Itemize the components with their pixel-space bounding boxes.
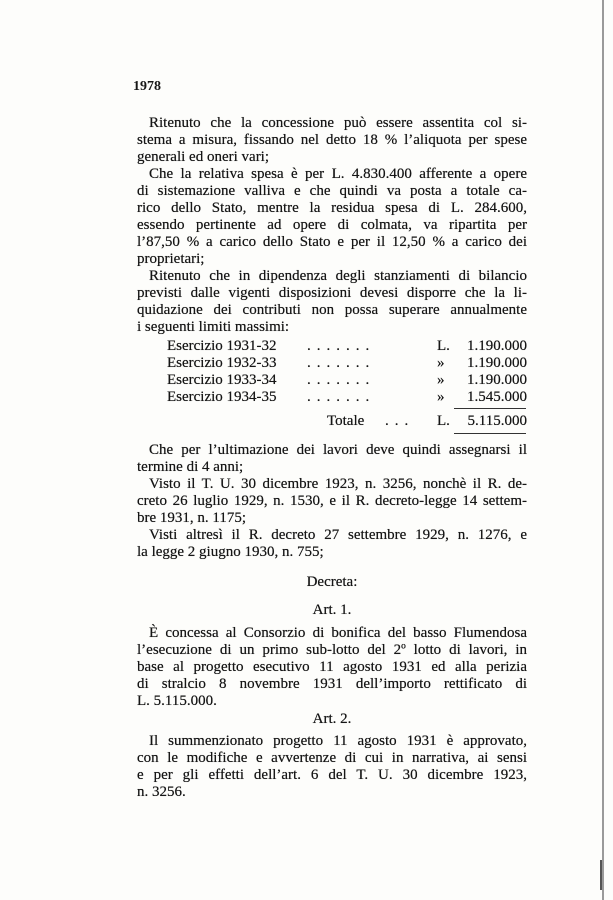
table-row (167, 355, 527, 371)
amount: 1.190.000 (467, 372, 527, 388)
text-line: Ritenuto che in dipendenza degli stanziamenti di bilancio (149, 268, 527, 284)
text-line: Che per l’ultimazione dei lavori deve quindi assegnarsi il (149, 442, 527, 458)
text-line: Ritenuto che la concessione può essere assentita col si- (149, 115, 527, 131)
text-line: base al progetto esecutivo 11 agosto 1931 ed alla perizia (137, 659, 527, 675)
decreta-heading: Decreta: (306, 574, 358, 590)
article-title: Art. 1. (312, 602, 352, 618)
page-edge-mark (600, 860, 602, 890)
table-row (167, 338, 527, 354)
total-row (327, 413, 527, 429)
table-row (167, 372, 527, 388)
row-label: Esercizio 1931-32 (167, 338, 277, 354)
text-line: n. 3256. (137, 784, 186, 800)
text-line: generali ed oneri vari; (137, 149, 270, 165)
leader-dots: ....... (307, 389, 376, 405)
amount: 1.190.000 (467, 355, 527, 371)
text-line: di sistemazione valliva e che quindi va posta a totale ca- (137, 183, 527, 199)
text-line: bre 1931, n. 1175; (137, 510, 247, 526)
page-edge (602, 0, 604, 900)
text-line: Visti altresì il R. decreto 27 settembre 1929, n. 1276, e (149, 527, 527, 543)
currency: » (437, 389, 445, 405)
text-line: la legge 2 giugno 1930, n. 755; (137, 544, 324, 560)
text-line: l’87,50 % a carico dello Stato e per il 12,50 % a carico dei (137, 234, 527, 250)
total-label: Totale (327, 413, 365, 429)
text-line: rico dello Stato, mentre la residua spesa di L. 284.600, (137, 200, 527, 216)
leader-dots: ... (385, 413, 415, 429)
text-line: quidazione dei contributi non possa superare annualmente (137, 302, 527, 318)
page-number: 1978 (133, 79, 161, 94)
text-line: termine di 4 anni; (137, 459, 244, 475)
currency: L. (437, 413, 450, 429)
text-line: con le modifiche e avvertenze di cui in narrativa, ai sensi (137, 750, 527, 766)
row-label: Esercizio 1934-35 (167, 389, 277, 405)
text-line: proprietari; (137, 251, 205, 267)
text-line: previsti dalle vigenti disposizioni devesi disporre che la li- (137, 285, 527, 301)
currency: L. (437, 338, 450, 354)
text-line: e per gli effetti dell’art. 6 del T. U. 30 dicembre 1923, (137, 767, 527, 783)
text-line: l’esecuzione di un primo sub-lotto del 2º lotto di lavori, in (137, 642, 527, 658)
text-line: di stralcio 8 novembre 1931 dell’importo rettificato di (137, 676, 527, 692)
row-label: Esercizio 1932-33 (167, 355, 277, 371)
text-line: Visto il T. U. 30 dicembre 1923, n. 3256, nonchè il R. de- (149, 476, 527, 492)
text-line: i seguenti limiti massimi: (137, 319, 290, 335)
amount: 1.545.000 (467, 389, 527, 405)
table-row (167, 389, 527, 405)
currency: » (437, 372, 445, 388)
text-line: essendo pertinente ad opere di colmata, va ripartita per (137, 217, 527, 233)
text-line: creto 26 luglio 1929, n. 1530, e il R. decreto-legge 14 settem- (137, 493, 527, 509)
sum-rule (454, 408, 526, 409)
total-rule (454, 433, 526, 434)
text-line: stema a misura, fissando nel detto 18 % l’aliquota per spese (137, 132, 527, 148)
amount: 1.190.000 (467, 338, 527, 354)
text-line: È concessa al Consorzio di bonifica del basso Flumendosa (149, 625, 527, 641)
article-title: Art. 2. (312, 711, 352, 727)
leader-dots: ....... (307, 372, 376, 388)
currency: » (437, 355, 445, 371)
text-line: L. 5.115.000. (137, 693, 217, 709)
total-amount: 5.115.000 (467, 413, 527, 429)
leader-dots: ....... (307, 338, 376, 354)
text-line: Che la relativa spesa è per L. 4.830.400 afferente a opere (149, 166, 527, 182)
leader-dots: ....... (307, 355, 376, 371)
row-label: Esercizio 1933-34 (167, 372, 277, 388)
text-line: Il summenzionato progetto 11 agosto 1931 è approvato, (149, 733, 527, 749)
